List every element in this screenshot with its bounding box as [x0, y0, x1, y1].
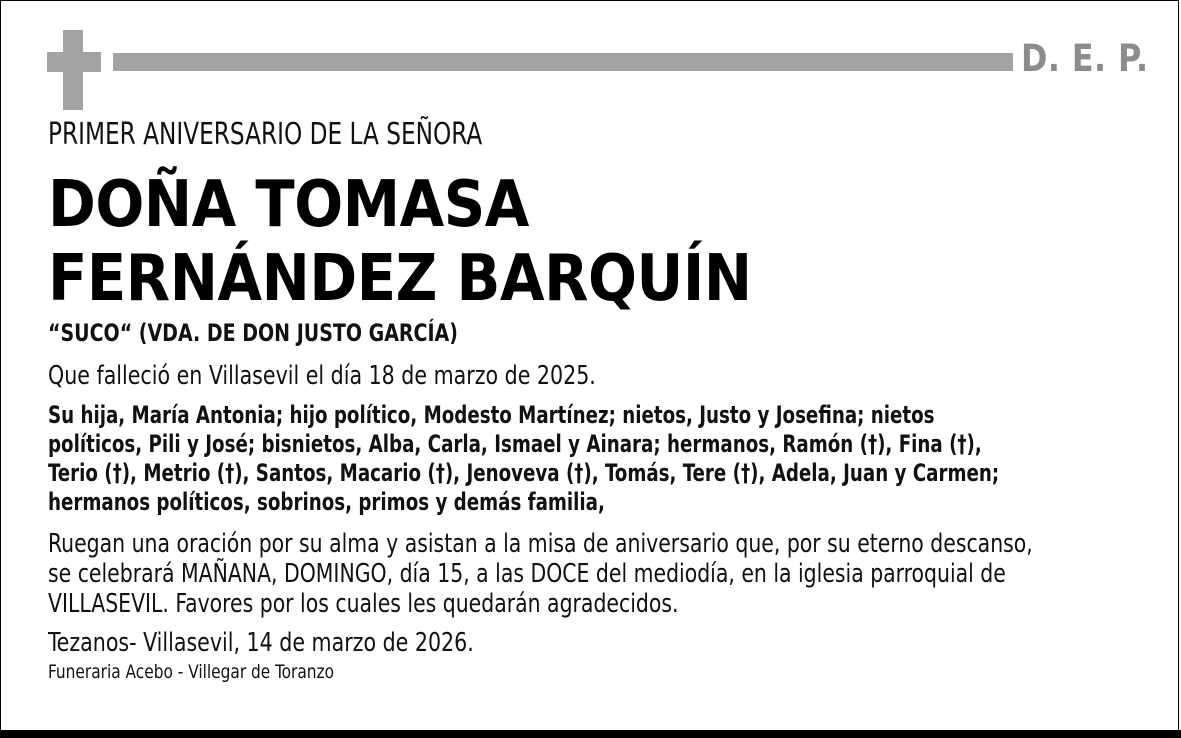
- family-line: hermanos políticos, sobrinos, primos y demás familia,: [48, 488, 605, 516]
- header-rule: [113, 53, 1013, 71]
- family-paragraph: [48, 401, 999, 517]
- prayer-line: Ruegan una oración por su alma y asistan a la misa de aniversario que, por su eterno descanso,: [48, 529, 1033, 559]
- prayer-line: VILLASEVIL. Favores por los cuales les quedarán agradecidos.: [48, 589, 679, 619]
- family-line: Su hija, María Antonia; hijo político, Modesto Martínez; nietos, Justo y Josefina; nietos: [48, 401, 935, 429]
- cross-icon: [47, 30, 101, 110]
- prayer-line: se celebrará MAÑANA, DOMINGO, día 15, a las DOCE del mediodía, en la iglesia parroquial de: [48, 559, 1006, 589]
- deceased-name-line-2: FERNÁNDEZ BARQUÍN: [48, 242, 752, 316]
- funeral-home: Funeraria Acebo - Villegar de Toranzo: [48, 661, 335, 683]
- family-line: Terio (†), Metrio (†), Santos, Macario (†), Jenoveva (†), Tomás, Tere (†), Adela, Juan y Carmen;: [48, 459, 1000, 487]
- death-notice: Que falleció en Villasevil el día 18 de marzo de 2025.: [48, 361, 596, 391]
- prayer-paragraph: [48, 529, 1033, 619]
- family-line: políticos, Pili y José; bisnietos, Alba, Carla, Ismael y Ainara; hermanos, Ramón (†), Fina (†),: [48, 430, 982, 458]
- nickname-line: “SUCO“ (VDA. DE DON JUSTO GARCÍA): [48, 319, 458, 347]
- intro-line: PRIMER ANIVERSARIO DE LA SEÑORA: [48, 117, 483, 152]
- deceased-name-line-1: DOÑA TOMASA: [48, 168, 529, 242]
- place-date: Tezanos- Villasevil, 14 de marzo de 2026.: [48, 628, 474, 658]
- dep-label: D. E. P.: [1021, 37, 1149, 80]
- bottom-rule: [0, 730, 1181, 738]
